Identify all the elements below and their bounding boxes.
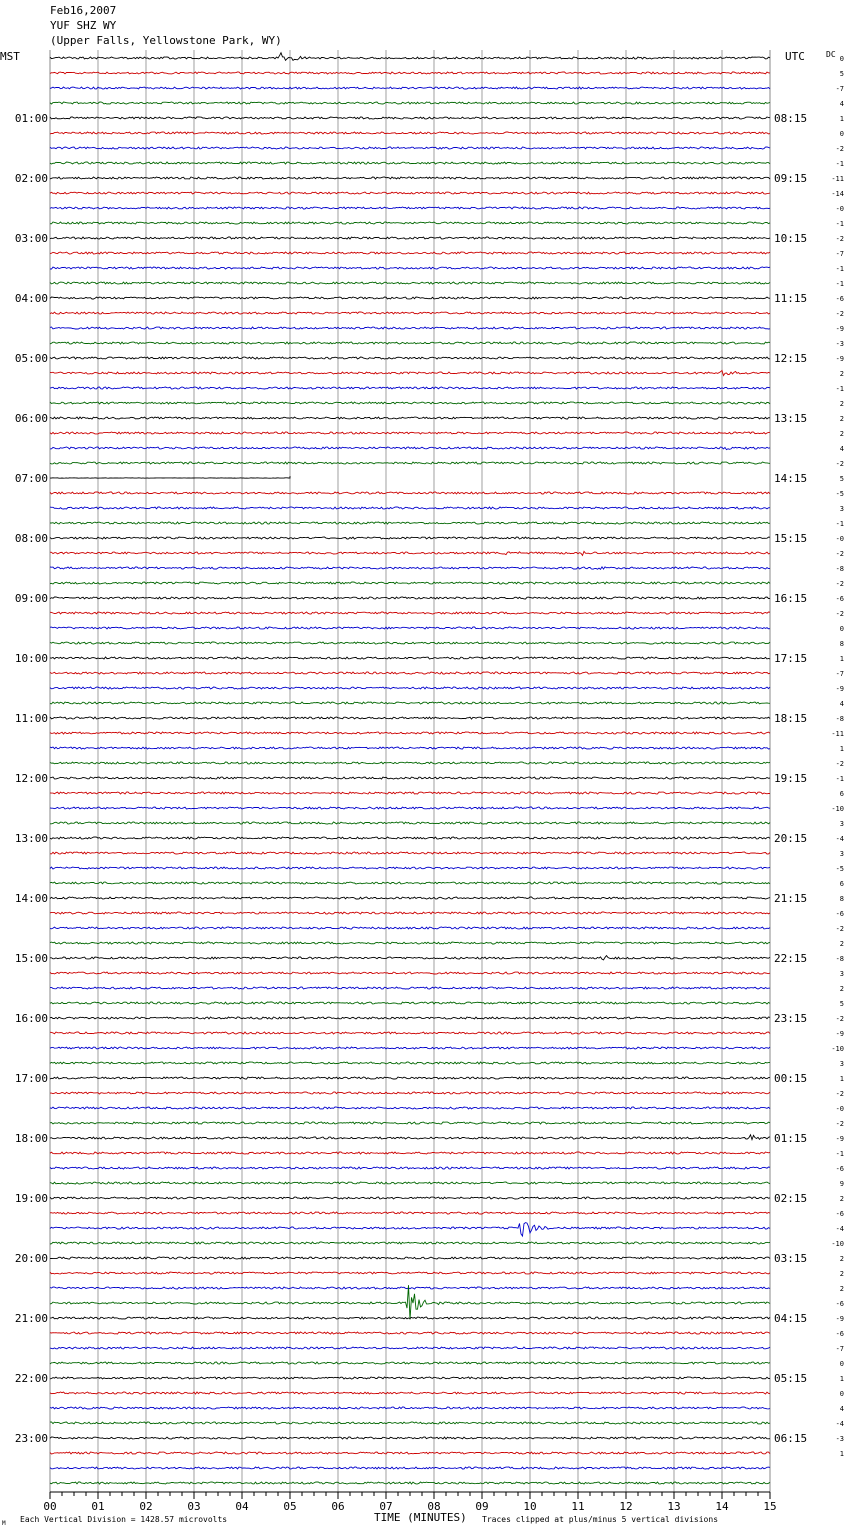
seismic-trace [50, 732, 770, 734]
clip-note: Traces clipped at plus/minus 5 vertical divisions [482, 1515, 719, 1524]
station-location: (Upper Falls, Yellowstone Park, WY) [50, 34, 282, 47]
utc-hour-label: 13:15 [774, 412, 808, 425]
dc-offset-label: -2 [835, 310, 844, 318]
dc-offset-label: 3 [839, 970, 844, 978]
seismic-trace [50, 522, 770, 524]
seismic-trace [50, 282, 770, 284]
seismic-trace [50, 1422, 770, 1424]
seismic-trace [50, 882, 770, 884]
utc-hour-label: 06:15 [774, 1432, 808, 1445]
dc-offset-label: -9 [835, 1315, 844, 1323]
mst-hour-label: 12:00 [14, 772, 48, 785]
seismic-trace [50, 387, 770, 389]
dc-offset-label: 4 [839, 700, 844, 708]
dc-offset-label: -0 [835, 205, 844, 213]
dc-offset-label: 0 [839, 130, 844, 138]
utc-hour-label: 20:15 [774, 832, 808, 845]
dc-offset-label: -9 [835, 355, 844, 363]
dc-offset-label: 4 [839, 100, 844, 108]
seismic-trace [50, 1212, 770, 1214]
seismic-trace [50, 87, 770, 89]
dc-offset-label: -3 [835, 1435, 844, 1443]
seismic-trace [50, 207, 770, 209]
utc-hour-label: 01:15 [774, 1132, 808, 1145]
seismic-trace [50, 897, 770, 899]
dc-offset-label: -6 [835, 1210, 844, 1218]
mst-hour-label: 19:00 [14, 1192, 48, 1205]
dc-offset-label: 5 [839, 475, 844, 483]
dc-offset-label: -9 [835, 325, 844, 333]
seismic-trace [50, 252, 770, 254]
utc-hour-label: 09:15 [774, 172, 808, 185]
seismic-trace [50, 492, 770, 494]
dc-offset-label: -6 [835, 295, 844, 303]
dc-offset-label: 2 [839, 370, 844, 378]
seismic-trace [50, 1002, 770, 1004]
mst-hour-label: 16:00 [14, 1012, 48, 1025]
seismic-trace [50, 1092, 770, 1094]
seismic-trace [50, 837, 770, 839]
seismic-trace [50, 162, 770, 164]
mst-hour-label: 04:00 [14, 292, 48, 305]
mst-hour-label: 07:00 [14, 472, 48, 485]
mst-hour-label: 01:00 [14, 112, 48, 125]
seismic-trace [50, 297, 770, 299]
dc-offset-label: -7 [835, 250, 844, 258]
utc-hour-label: 03:15 [774, 1252, 808, 1265]
seismic-trace [50, 417, 770, 419]
mst-hour-label: 06:00 [14, 412, 48, 425]
x-tick-label: 08 [427, 1500, 441, 1513]
utc-hour-label: 00:15 [774, 1072, 808, 1085]
seismic-trace [50, 1377, 770, 1379]
x-tick-label: 11 [571, 1500, 585, 1513]
dc-offset-label: 0 [839, 1390, 844, 1398]
dc-offset-label: -2 [835, 610, 844, 618]
dc-offset-label: 2 [839, 400, 844, 408]
x-tick-label: 07 [379, 1500, 393, 1513]
seismic-trace [50, 642, 770, 644]
seismic-trace [50, 1062, 770, 1064]
dc-offset-label: 6 [839, 790, 844, 798]
seismic-trace [50, 987, 770, 989]
utc-hour-label: 17:15 [774, 652, 808, 665]
dc-offset-label: 1 [839, 115, 844, 123]
mst-hour-label: 13:00 [14, 832, 48, 845]
dc-offset-label: 2 [839, 1195, 844, 1203]
dc-offset-label: -1 [835, 775, 844, 783]
utc-hour-label: 19:15 [774, 772, 808, 785]
dc-offset-label: -8 [835, 565, 844, 573]
dc-offset-label: -6 [835, 595, 844, 603]
seismic-trace [50, 1047, 770, 1049]
seismic-trace [50, 807, 770, 809]
dc-offset-label: -9 [835, 1135, 844, 1143]
seismic-trace [50, 357, 770, 359]
dc-offset-label: -11 [831, 730, 844, 738]
dc-offset-label: 8 [839, 895, 844, 903]
dc-offset-label: 2 [839, 940, 844, 948]
seismic-trace [50, 956, 770, 960]
dc-offset-label: -6 [835, 910, 844, 918]
station-code: YUF SHZ WY [50, 19, 117, 32]
seismic-trace [50, 687, 770, 689]
seismic-trace [50, 747, 770, 749]
mst-hour-label: 11:00 [14, 712, 48, 725]
dc-offset-label: -0 [835, 1105, 844, 1113]
seismic-trace [50, 627, 770, 629]
utc-hour-label: 04:15 [774, 1312, 808, 1325]
dc-offset-label: -9 [835, 1030, 844, 1038]
dc-offset-label: -2 [835, 760, 844, 768]
seismic-trace [50, 1407, 770, 1409]
dc-offset-label: 1 [839, 1375, 844, 1383]
utc-hour-label: 14:15 [774, 472, 808, 485]
mst-hour-label: 03:00 [14, 232, 48, 245]
dc-offset-label: 4 [839, 445, 844, 453]
recording-date: Feb16,2007 [50, 4, 117, 17]
dc-offset-label: -11 [831, 175, 844, 183]
seismic-trace [50, 867, 770, 869]
dc-offset-label: -2 [835, 1015, 844, 1023]
seismic-trace [50, 927, 770, 929]
seismic-trace [50, 702, 770, 704]
seismic-trace [50, 612, 770, 614]
x-tick-label: 02 [139, 1500, 153, 1513]
dc-offset-label: 2 [839, 1255, 844, 1263]
seismic-trace [50, 551, 770, 555]
seismic-trace [50, 1437, 770, 1439]
seismic-trace [50, 822, 770, 824]
dc-offset-label: -3 [835, 340, 844, 348]
seismic-trace [50, 1347, 770, 1349]
dc-offset-label: 2 [839, 430, 844, 438]
dc-offset-label: -1 [835, 265, 844, 273]
dc-offset-label: -14 [831, 190, 844, 198]
mst-hour-label: 05:00 [14, 352, 48, 365]
dc-offset-label: -2 [835, 1120, 844, 1128]
seismic-trace [50, 657, 770, 659]
dc-offset-label: -10 [831, 1240, 844, 1248]
seismic-trace [50, 717, 770, 719]
x-tick-label: 12 [619, 1500, 633, 1513]
seismic-trace [50, 1107, 770, 1109]
seismic-trace [50, 1032, 770, 1034]
dc-offset-label: 0 [839, 55, 844, 63]
x-tick-label: 01 [91, 1500, 105, 1513]
dc-offset-label: -7 [835, 1345, 844, 1353]
dc-offset-label: 3 [839, 505, 844, 513]
seismic-trace [50, 1122, 770, 1124]
utc-hour-label: 18:15 [774, 712, 808, 725]
seismic-trace [50, 507, 770, 509]
utc-hour-label: 23:15 [774, 1012, 808, 1025]
dc-offset-label: -1 [835, 280, 844, 288]
mst-hour-label: 23:00 [14, 1432, 48, 1445]
seismic-trace [50, 852, 770, 854]
utc-hour-label: 21:15 [774, 892, 808, 905]
seismic-trace [50, 597, 770, 599]
seismic-trace [50, 1332, 770, 1334]
utc-hour-label: 05:15 [774, 1372, 808, 1385]
seismic-trace [50, 1392, 770, 1394]
seismic-trace [50, 476, 290, 478]
seismic-trace [50, 1017, 770, 1019]
seismic-trace [50, 53, 770, 61]
x-tick-label: 00 [43, 1500, 57, 1513]
dc-offset-header: DC [826, 50, 836, 59]
dc-offset-label: -2 [835, 550, 844, 558]
mst-hour-label: 10:00 [14, 652, 48, 665]
x-tick-label: 09 [475, 1500, 489, 1513]
seismic-trace [50, 1223, 770, 1236]
seismic-trace [50, 432, 770, 434]
right-timezone-label: UTC [785, 50, 805, 63]
dc-offset-label: 3 [839, 1060, 844, 1068]
utc-hour-label: 02:15 [774, 1192, 808, 1205]
x-tick-label: 03 [187, 1500, 201, 1513]
seismic-trace [50, 792, 770, 794]
dc-offset-label: -5 [835, 865, 844, 873]
utc-hour-label: 12:15 [774, 352, 808, 365]
mst-hour-label: 20:00 [14, 1252, 48, 1265]
dc-offset-label: 0 [839, 625, 844, 633]
dc-offset-label: 4 [839, 1405, 844, 1413]
dc-offset-label: -10 [831, 805, 844, 813]
utc-hour-label: 22:15 [774, 952, 808, 965]
dc-offset-label: -4 [835, 1225, 844, 1233]
dc-offset-label: -2 [835, 1090, 844, 1098]
utc-hour-label: 15:15 [774, 532, 808, 545]
seismic-trace [50, 147, 770, 149]
seismic-trace [50, 777, 770, 779]
seismic-trace [50, 1287, 770, 1289]
seismic-trace [50, 342, 770, 344]
seismic-trace [50, 1197, 770, 1199]
dc-offset-label: -4 [835, 1420, 844, 1428]
x-axis-title: TIME (MINUTES) [374, 1511, 467, 1524]
dc-offset-label: -8 [835, 955, 844, 963]
seismic-trace [50, 1257, 770, 1259]
dc-offset-label: 9 [839, 1180, 844, 1188]
dc-offset-label: 2 [839, 415, 844, 423]
x-tick-label: 15 [763, 1500, 777, 1513]
mst-hour-label: 14:00 [14, 892, 48, 905]
dc-offset-label: 1 [839, 1075, 844, 1083]
dc-offset-label: -6 [835, 1300, 844, 1308]
dc-offset-label: -1 [835, 160, 844, 168]
mst-hour-label: 21:00 [14, 1312, 48, 1325]
seismic-trace [50, 1285, 770, 1319]
seismic-trace [50, 102, 770, 104]
utc-hour-label: 08:15 [774, 112, 808, 125]
dc-offset-label: -2 [835, 925, 844, 933]
dc-offset-label: -1 [835, 520, 844, 528]
seismic-trace [50, 237, 770, 239]
dc-offset-label: -2 [835, 145, 844, 153]
mst-hour-label: 09:00 [14, 592, 48, 605]
dc-offset-label: -5 [835, 490, 844, 498]
dc-offset-label: -4 [835, 835, 844, 843]
dc-offset-label: 2 [839, 985, 844, 993]
seismic-trace [50, 1167, 770, 1169]
dc-offset-label: 2 [839, 1285, 844, 1293]
seismic-trace [50, 1272, 770, 1274]
mst-hour-label: 17:00 [14, 1072, 48, 1085]
scale-note: Each Vertical Division = 1428.57 microvolts [20, 1515, 228, 1524]
dc-offset-label: -7 [835, 670, 844, 678]
dc-offset-label: -6 [835, 1330, 844, 1338]
x-tick-label: 05 [283, 1500, 297, 1513]
dc-offset-label: -2 [835, 580, 844, 588]
dc-offset-label: 0 [839, 1360, 844, 1368]
dc-offset-label: -10 [831, 1045, 844, 1053]
dc-offset-label: 3 [839, 850, 844, 858]
dc-offset-label: 1 [839, 655, 844, 663]
seismic-trace [50, 462, 770, 464]
dc-offset-label: 3 [839, 820, 844, 828]
x-tick-label: 13 [667, 1500, 681, 1513]
seismic-trace [50, 132, 770, 134]
utc-hour-label: 10:15 [774, 232, 808, 245]
mst-hour-label: 15:00 [14, 952, 48, 965]
seismic-trace [50, 1482, 770, 1484]
dc-offset-label: -1 [835, 385, 844, 393]
dc-offset-label: 6 [839, 880, 844, 888]
dc-offset-label: -2 [835, 235, 844, 243]
corner-mark: M [2, 1520, 6, 1527]
seismic-trace [50, 912, 770, 914]
dc-offset-label: -2 [835, 460, 844, 468]
utc-hour-label: 16:15 [774, 592, 808, 605]
seismic-trace [50, 1467, 770, 1469]
seismic-trace [50, 1242, 770, 1244]
dc-offset-label: -1 [835, 1150, 844, 1158]
seismic-trace [50, 312, 770, 314]
dc-offset-label: 2 [839, 1270, 844, 1278]
dc-offset-label: -8 [835, 715, 844, 723]
seismic-trace [50, 762, 770, 764]
x-tick-label: 04 [235, 1500, 249, 1513]
x-tick-label: 14 [715, 1500, 729, 1513]
seismic-trace [50, 327, 770, 329]
mst-hour-label: 02:00 [14, 172, 48, 185]
dc-offset-label: 1 [839, 745, 844, 753]
seismic-trace [50, 177, 770, 179]
dc-offset-label: 5 [839, 1000, 844, 1008]
seismic-trace [50, 447, 770, 450]
utc-hour-label: 11:15 [774, 292, 808, 305]
seismic-trace [50, 942, 770, 944]
dc-offset-label: -0 [835, 535, 844, 543]
mst-hour-label: 18:00 [14, 1132, 48, 1145]
dc-offset-label: -1 [835, 220, 844, 228]
mst-hour-label: 08:00 [14, 532, 48, 545]
dc-offset-label: 8 [839, 640, 844, 648]
seismic-trace [50, 370, 770, 375]
seismic-trace [50, 1362, 770, 1364]
seismic-trace [50, 192, 770, 194]
left-timezone-label: MST [0, 50, 20, 63]
dc-offset-label: 1 [839, 1450, 844, 1458]
seismic-trace [50, 72, 770, 74]
mst-hour-label: 22:00 [14, 1372, 48, 1385]
seismic-trace [50, 582, 770, 584]
seismic-trace [50, 1182, 770, 1184]
seismic-trace [50, 567, 770, 570]
seismic-trace [50, 1152, 770, 1154]
dc-offset-label: 5 [839, 70, 844, 78]
x-tick-label: 10 [523, 1500, 537, 1513]
seismic-trace [50, 267, 770, 269]
x-tick-label: 06 [331, 1500, 345, 1513]
seismic-trace [50, 537, 770, 539]
dc-offset-label: -6 [835, 1165, 844, 1173]
seismic-trace [50, 402, 770, 404]
seismic-trace [50, 1077, 770, 1079]
seismic-trace [50, 1135, 770, 1140]
seismic-trace [50, 222, 770, 224]
seismic-trace [50, 1452, 770, 1454]
seismic-trace [50, 117, 770, 119]
seismic-trace [50, 972, 770, 974]
dc-offset-label: -9 [835, 685, 844, 693]
dc-offset-label: -7 [835, 85, 844, 93]
seismic-trace [50, 672, 770, 674]
